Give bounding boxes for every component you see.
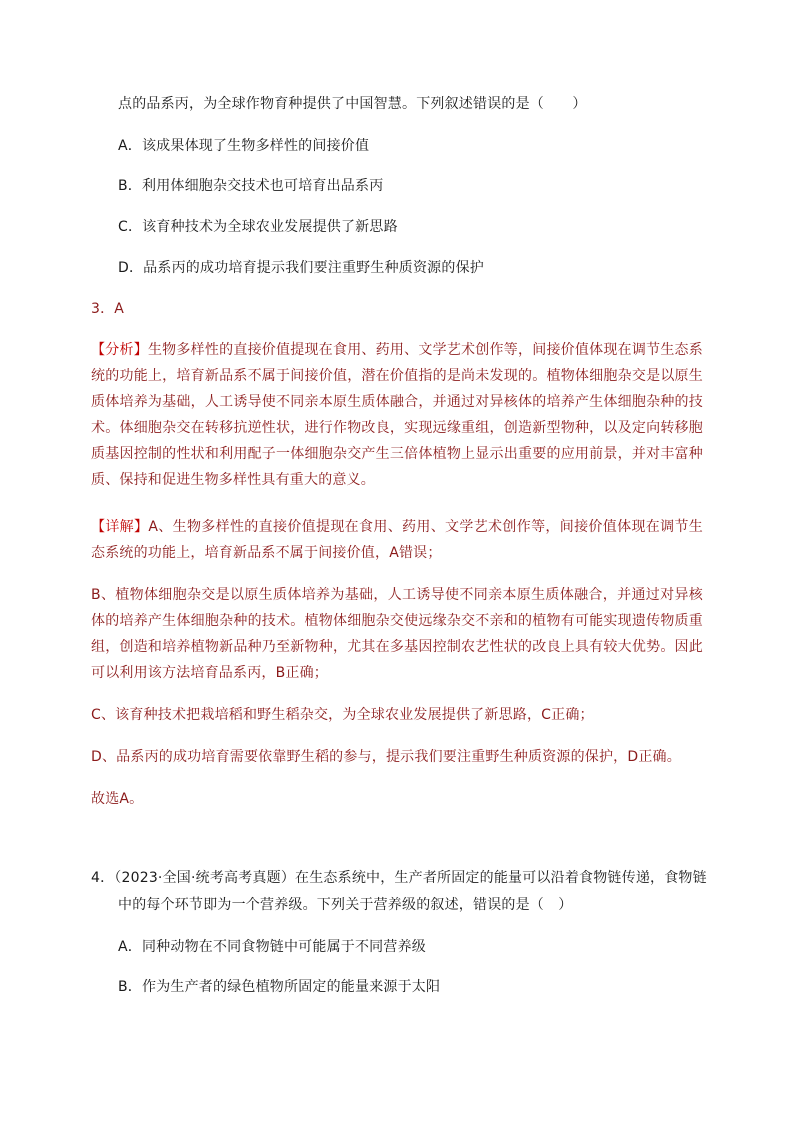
question-2-stem: 点的品系丙，为全球作物育种提供了中国智慧。下列叙述错误的是（ ） [118, 96, 587, 112]
detail-b-paragraph: B、植物体细胞杂交是以原生质体培养为基础，人工诱导使不同亲本原生质体融合，并通过对异核体的培养产生体细胞杂种的技术。植物体细胞杂交使远缘杂交不亲和的植物有可能实现遗传物质重组，创造和培养植物新品种乃至新物种，尤其在多基因控制农艺性状的改良上具有较大优势。因此可以利用该方法培育品系丙，B正确； [91, 587, 703, 681]
option-b: B．利用体细胞杂交技术也可培育出品系丙 [118, 178, 384, 194]
detail-a-paragraph [91, 514, 703, 566]
q4-option-b: B．作为生产者的绿色植物所固定的能量来源于太阳 [118, 979, 441, 995]
question-4-line-1: 4．（2023·全国·统考高考真题）在生态系统中，生产者所固定的能量可以沿着食物链传递，食物链 [91, 870, 707, 886]
answer-3-label: 3．A [91, 301, 125, 317]
option-a: A．该成果体现了生物多样性的间接价值 [118, 138, 370, 154]
detail-a-text: A、生物多样性的直接价值提现在食用、药用、文学艺术创作等，间接价值体现在调节生态系统的功能上，培育新品系不属于间接价值，A错误； [91, 519, 703, 561]
detail-c-paragraph: C、该育种技术把栽培稻和野生稻杂交，为全球农业发展提供了新思路，C正确； [91, 707, 594, 723]
conclusion: 故选A。 [91, 791, 144, 807]
analysis-text: 生物多样性的直接价值提现在食用、药用、文学艺术创作等，间接价值体现在调节生态系统的功能上，培育新品系不属于间接价值，潜在价值指的是尚未发现的。植物体细胞杂交是以原生质体培养为基础，人工诱导使不同亲本原生质体融合，并通过对异核体的培养产生体细胞杂种的技术。体细胞杂交在转移抗逆性状，进行作物改良，实现远缘重组，创造新型物种，以及定向转移胞质基因控制的性状和利用配子一体细胞杂交产生三倍体植物上显示出重要的应用前景，并对丰富种质、保持和促进生物多样性具有重大的意义。 [91, 342, 703, 488]
question-4-line-2: 中的每个环节即为一个营养级。下列关于营养级的叙述，错误的是（ ） [118, 897, 573, 913]
detail-tag: 【详解】 [91, 519, 149, 535]
detail-d-paragraph: D、品系丙的成功培育需要依靠野生稻的参与，提示我们要注重野生种质资源的保护，D正确。 [91, 749, 681, 765]
analysis-tag: 【分析】 [91, 342, 148, 358]
option-c: C．该育种技术为全球农业发展提供了新思路 [118, 219, 398, 235]
q4-option-a: A．同种动物在不同食物链中可能属于不同营养级 [118, 939, 426, 955]
analysis-paragraph [91, 337, 703, 493]
option-d: D．品系丙的成功培育提示我们要注重野生种质资源的保护 [118, 260, 484, 276]
